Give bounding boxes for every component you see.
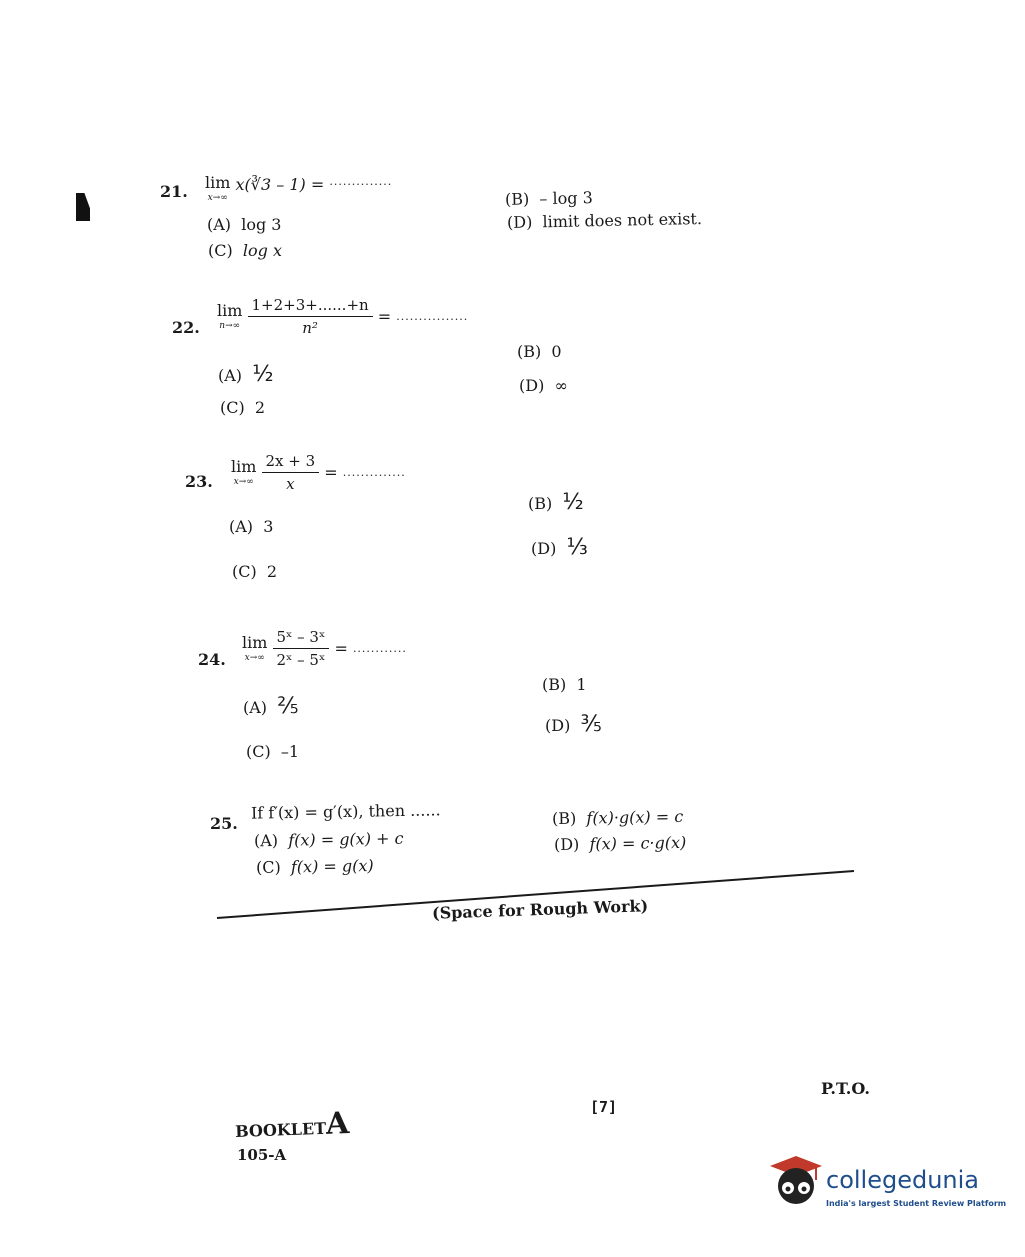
option-a: (A) log 3 bbox=[207, 215, 282, 234]
option-d: (D) ⅓ bbox=[531, 535, 588, 560]
question-number: 25. bbox=[210, 814, 238, 833]
watermark-brand: collegedunia bbox=[826, 1166, 980, 1194]
question-number: 23. bbox=[185, 472, 213, 491]
booklet-label: BOOKLETA bbox=[234, 1106, 350, 1142]
numerator: 5ˣ – 3ˣ bbox=[273, 628, 330, 649]
option-b: (B) ½ bbox=[528, 490, 584, 515]
question-number: 24. bbox=[198, 650, 226, 669]
equals-sign: = bbox=[334, 639, 348, 658]
option-d: (D) ∞ bbox=[519, 376, 568, 395]
graduate-mascot-icon bbox=[766, 1152, 824, 1208]
denominator: 2ˣ – 5ˣ bbox=[276, 651, 326, 669]
option-b: (B) 1 bbox=[542, 675, 587, 694]
watermark-tagline: India's largest Student Review Platform bbox=[826, 1199, 1007, 1208]
limit-expression: x(∛3 – 1) = bbox=[235, 175, 325, 194]
option-a: (A) f(x) = g(x) + c bbox=[253, 828, 404, 851]
pto-label: P.T.O. bbox=[821, 1079, 870, 1098]
answer-blank: ................ bbox=[396, 310, 469, 323]
answer-blank: .............. bbox=[329, 175, 393, 188]
option-a: (A) ⅖ bbox=[243, 694, 299, 719]
option-c: (C) –1 bbox=[246, 742, 300, 761]
option-b: (B) 0 bbox=[517, 342, 562, 361]
option-a: (A) ½ bbox=[218, 362, 274, 387]
question-number: 21. bbox=[160, 182, 188, 201]
option-c: (C) 2 bbox=[220, 398, 266, 417]
option-b: (B) f(x)·g(x) = c bbox=[551, 806, 684, 829]
limit-operator: lim x→∞ bbox=[231, 456, 257, 487]
option-c: (C) log x bbox=[208, 241, 283, 260]
numerator: 2x + 3 bbox=[262, 452, 320, 473]
option-c: (C) 2 bbox=[232, 562, 278, 581]
option-b: (B) – log 3 bbox=[504, 188, 593, 209]
option-d: (D) f(x) = c·g(x) bbox=[553, 832, 687, 855]
booklet-code: 105-A bbox=[237, 1146, 287, 1164]
question-number: 22. bbox=[172, 318, 200, 337]
rough-work-label: (Space for Rough Work) bbox=[431, 896, 649, 923]
answer-blank: ............ bbox=[352, 642, 407, 655]
question-stem: If f′(x) = g′(x), then ...... bbox=[250, 800, 441, 823]
page-number: [7] bbox=[590, 1098, 618, 1116]
equals-sign: = bbox=[377, 307, 392, 326]
limit-operator: lim n→∞ bbox=[217, 300, 243, 331]
equals-sign: = bbox=[324, 463, 338, 482]
limit-operator: lim x→∞ bbox=[205, 173, 231, 203]
option-c: (C) f(x) = g(x) bbox=[255, 855, 374, 878]
option-d: (D) limit does not exist. bbox=[506, 208, 703, 233]
denominator: n² bbox=[302, 319, 318, 337]
answer-blank: .............. bbox=[342, 466, 406, 479]
option-d: (D) ⅗ bbox=[545, 712, 602, 737]
numerator: 1+2+3+......+n bbox=[248, 296, 373, 317]
limit-operator: lim x→∞ bbox=[242, 632, 268, 663]
option-a: (A) 3 bbox=[229, 517, 274, 536]
denominator: x bbox=[286, 475, 295, 493]
